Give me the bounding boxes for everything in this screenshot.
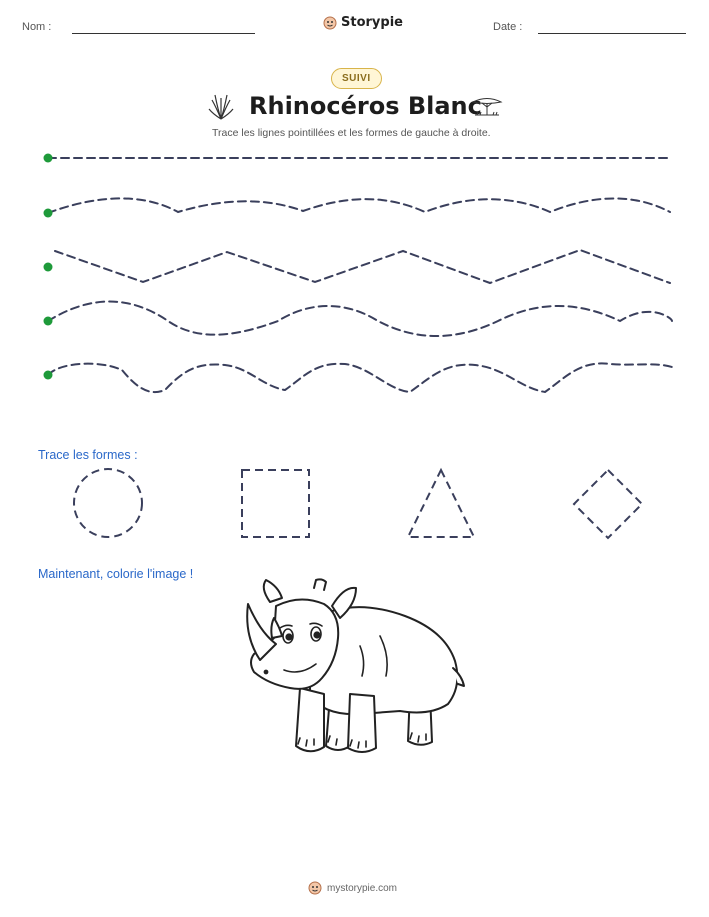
page-title: Rhinocéros Blanc (249, 92, 482, 120)
storypie-logo-icon (308, 881, 322, 895)
name-label: Nom : (22, 21, 52, 33)
footer-url[interactable]: mystorypie.com (327, 882, 398, 894)
instructions: Trace les lignes pointillées et les formes de gauche à droite. (212, 127, 491, 139)
tracing-shape-circle[interactable] (74, 469, 142, 537)
footer (308, 881, 397, 895)
rhino-coloring-picture[interactable] (240, 576, 470, 766)
level-badge: SUIVI (331, 68, 382, 89)
tracing-shape-diamond[interactable] (574, 470, 642, 538)
brand-name: Storypie (341, 15, 403, 30)
tracing-shape-square[interactable] (242, 470, 309, 537)
shapes-heading: Trace les formes : (38, 448, 138, 462)
coloring-heading: Maintenant, colorie l'image ! (38, 567, 194, 581)
date-label: Date : (493, 21, 523, 33)
tracing-shape-triangle[interactable] (408, 470, 474, 537)
